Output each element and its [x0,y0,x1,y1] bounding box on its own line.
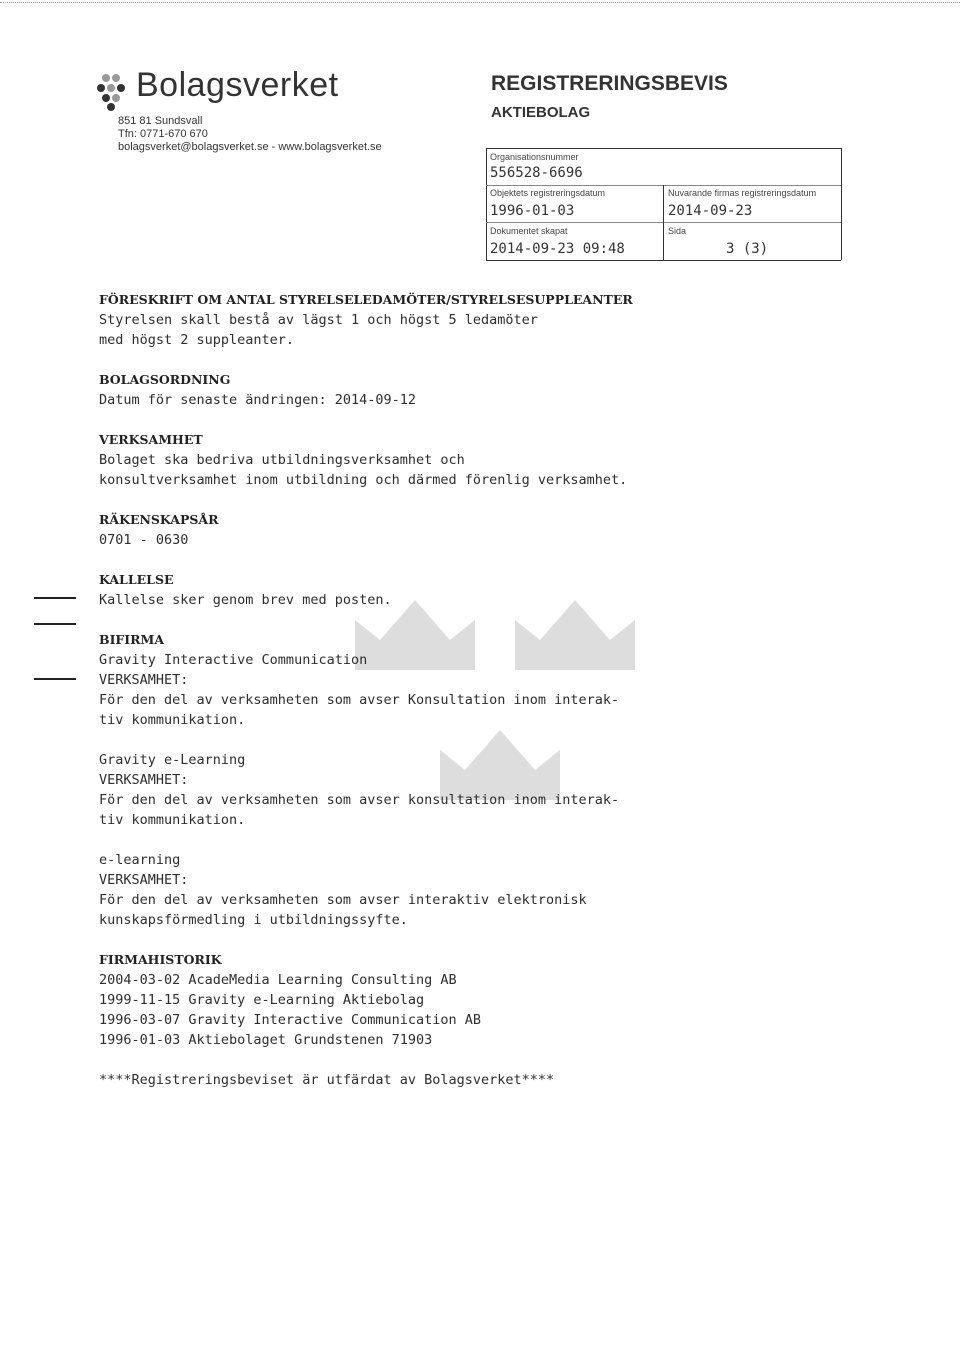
document-subtitle: AKTIEBOLAG [491,104,591,121]
phone-line: Tfn: 0771-670 670 [118,128,208,140]
text-line: Datum för senaste ändringen: 2014-09-12 [99,392,416,408]
text-line: VERKSAMHET: [99,772,189,788]
created-label: Dokumentet skapat [490,226,568,236]
history-entry: 1996-01-03 Aktiebolaget Grundstenen 71903 [99,1032,433,1048]
bolagsverket-logo-icon [96,72,130,112]
section-verksamhet [99,430,779,490]
margin-mark [34,597,76,599]
text-line: konsultverksamhet inom utbildning och därmed förenlig verksamhet. [99,472,628,488]
text-line: Styrelsen skall bestå av lägst 1 och högst 5 ledamöter [99,312,538,328]
email-web-line: bolagsverket@bolagsverket.se - www.bolagsverket.se [118,141,382,153]
text-line [99,730,779,750]
firm-date-label: Nuvarande firmas registreringsdatum [668,188,817,198]
text-line: e-learning [99,852,181,868]
section-firmahistorik [99,950,779,1090]
section-title: BIFIRMA [99,632,165,647]
text-line: Gravity e-Learning [99,752,246,768]
text-line: Gravity Interactive Communication [99,652,368,668]
section-title: BOLAGSORDNING [99,372,231,387]
page-value: 3 (3) [726,241,769,257]
section-bifirma [99,630,779,930]
section-styrelse [99,290,779,350]
text-line: kunskapsförmedling i utbildningssyfte. [99,912,408,928]
margin-mark [34,678,76,680]
text-line: VERKSAMHET: [99,672,189,688]
history-entry: 1999-11-15 Gravity e-Learning Aktiebolag [99,992,425,1008]
section-rakenskapsar [99,510,779,550]
section-title: RÄKENSKAPSÅR [99,512,219,527]
section-title: KALLELSE [99,572,174,587]
text-line: Kallelse sker genom brev med posten. [99,592,392,608]
text-line [99,1050,779,1070]
history-entry: 1996-03-07 Gravity Interactive Communication AB [99,1012,482,1028]
section-bolagsordning [99,370,779,410]
text-line: VERKSAMHET: [99,872,189,888]
text-line [99,830,779,850]
scan-edge [0,2,960,5]
org-number-label: Organisationsnummer [490,152,579,162]
text-line: tiv kommunikation. [99,812,246,828]
registration-box [486,148,841,260]
footer-statement: ****Registreringsbeviset är utfärdat av Bolagsverket**** [99,1072,555,1088]
section-title: FÖRESKRIFT OM ANTAL STYRELSELEDAMÖTER/STYRELSESUPPLEANTER [99,292,633,307]
object-date-value: 1996-01-03 [490,203,575,219]
text-line: med högst 2 suppleanter. [99,332,295,348]
document-title: REGISTRERINGSBEVIS [491,72,728,95]
text-line: tiv kommunikation. [99,712,246,728]
text-line: För den del av verksamheten som avser interaktiv elektronisk [99,892,587,908]
object-date-label: Objektets registreringsdatum [490,188,606,198]
page-label: Sida [668,226,687,236]
text-line: För den del av verksamheten som avser Konsultation inom interak- [99,692,620,708]
created-value: 2014-09-23 09:48 [490,241,625,257]
address-line: 851 81 Sundsvall [118,115,203,127]
logo-text: Bolagsverket [136,66,339,104]
section-title: FIRMAHISTORIK [99,952,222,967]
margin-mark [34,623,76,625]
section-title: VERKSAMHET [99,432,203,447]
firm-date-value: 2014-09-23 [668,203,753,219]
text-line: Bolaget ska bedriva utbildningsverksamhet och [99,452,465,468]
section-kallelse [99,570,779,610]
history-entry: 2004-03-02 AcadeMedia Learning Consulting AB [99,972,457,988]
text-line: För den del av verksamheten som avser konsultation inom interak- [99,792,620,808]
text-line: 0701 - 0630 [99,532,189,548]
org-number-value: 556528-6696 [490,165,583,181]
document-body [99,290,779,1090]
